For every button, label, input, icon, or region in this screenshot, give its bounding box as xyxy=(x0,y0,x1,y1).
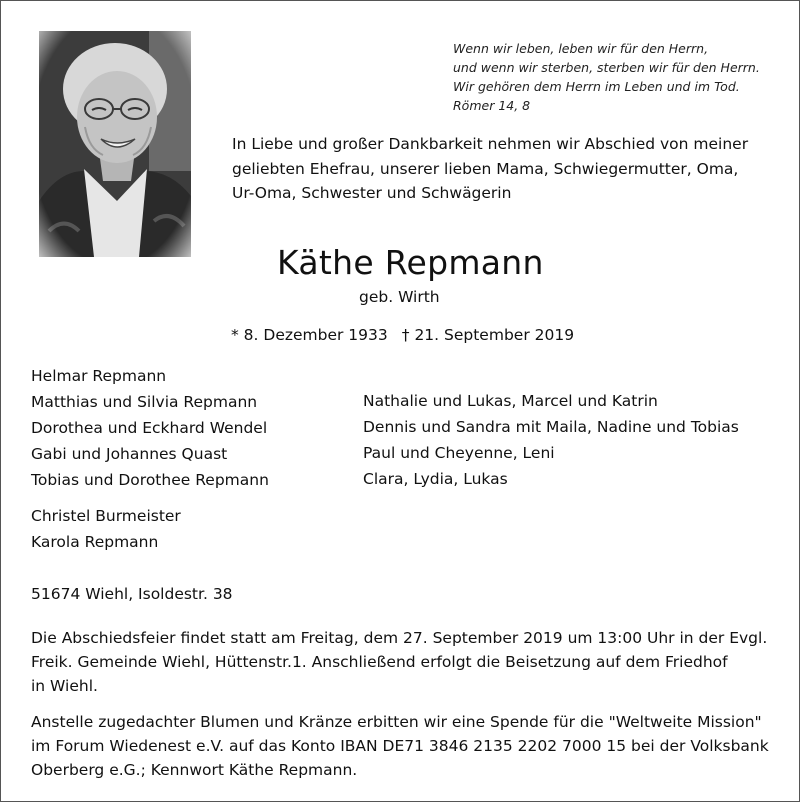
mourner-name: Tobias und Dorothee Repmann xyxy=(31,471,269,489)
donation-line: im Forum Wiedenest e.V. auf das Konto IBAN DE71 3846 2135 2202 7000 15 bei der Volksbank xyxy=(31,737,769,755)
quote-line: Wenn wir leben, leben wir für den Herrn, xyxy=(453,41,709,56)
quote-line: und wenn wir sterben, sterben wir für den Herrn. xyxy=(453,60,760,75)
mourner-name: Helmar Repmann xyxy=(31,367,167,385)
grandchild-names: Paul und Cheyenne, Leni xyxy=(363,444,555,462)
mourners-grandchildren xyxy=(363,388,739,492)
donation-notice xyxy=(31,710,781,782)
grandchild-names: Dennis und Sandra mit Maila, Nadine und Tobias xyxy=(363,418,739,436)
deceased-name: Käthe Repmann xyxy=(277,243,544,282)
intro-line: geliebten Ehefrau, unserer lieben Mama, Schwiegermutter, Oma, xyxy=(232,159,739,178)
quote-source: Römer 14, 8 xyxy=(453,98,531,113)
death-date: † 21. September 2019 xyxy=(401,326,575,344)
service-notice xyxy=(31,626,781,698)
mourner-name: Matthias und Silvia Repmann xyxy=(31,393,258,411)
portrait-photo xyxy=(39,31,191,257)
donation-line: Anstelle zugedachter Blumen und Kränze erbitten wir eine Spende für die "Weltweite Mission" xyxy=(31,713,762,731)
life-dates xyxy=(231,324,574,346)
grandchild-names: Nathalie und Lukas, Marcel und Katrin xyxy=(363,392,658,410)
donation-line: Oberberg e.G.; Kennwort Käthe Repmann. xyxy=(31,761,358,779)
grandchild-names: Clara, Lydia, Lukas xyxy=(363,470,508,488)
intro-line: In Liebe und großer Dankbarkeit nehmen wir Abschied von meiner xyxy=(232,135,749,153)
mourners-family xyxy=(31,363,269,555)
intro-line: Ur-Oma, Schwester und Schwägerin xyxy=(232,184,512,202)
sibling-name: Karola Repmann xyxy=(31,533,159,551)
mourning-address: 51674 Wiehl, Isoldestr. 38 xyxy=(31,585,233,603)
mourner-name: Dorothea und Eckhard Wendel xyxy=(31,419,268,437)
service-line: Freik. Gemeinde Wiehl, Hüttenstr.1. Anschließend erfolgt die Beisetzung auf dem Friedhof xyxy=(31,653,728,671)
service-line: Die Abschiedsfeier findet statt am Freitag, dem 27. September 2019 um 13:00 Uhr in der Evgl. xyxy=(31,629,768,647)
portrait-illustration xyxy=(39,31,191,257)
mourner-name: Gabi und Johannes Quast xyxy=(31,445,228,463)
intro-text xyxy=(232,132,772,206)
service-line: in Wiehl. xyxy=(31,677,98,695)
maiden-name: geb. Wirth xyxy=(359,288,440,306)
bible-quote xyxy=(453,39,783,115)
sibling-name: Christel Burmeister xyxy=(31,507,181,525)
birth-date: * 8. Dezember 1933 xyxy=(231,326,388,344)
quote-line: Wir gehören dem Herrn im Leben und im Tod. xyxy=(453,79,740,94)
